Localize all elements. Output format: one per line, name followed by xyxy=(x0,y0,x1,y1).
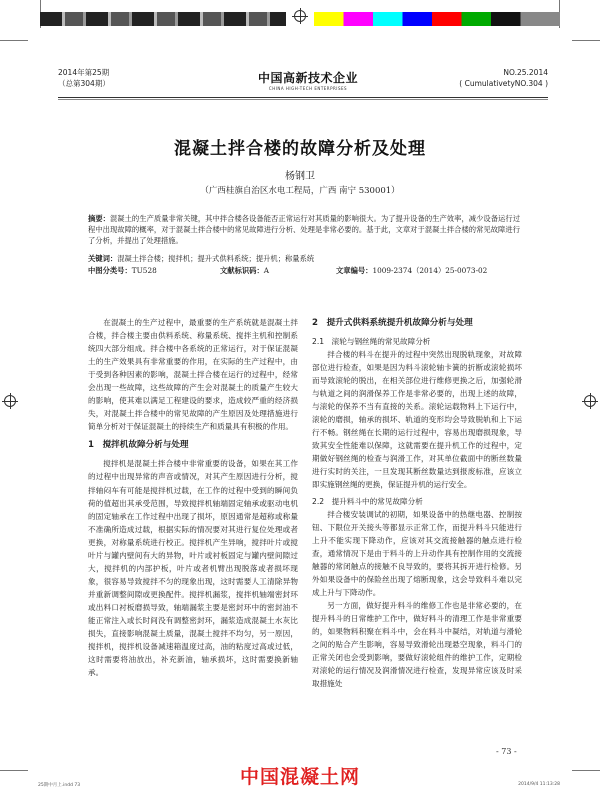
journal-name-cn: 中国高新技术企业 xyxy=(257,71,358,85)
body-paragraph: 拌合楼的料斗在提升的过程中突然出现脱轨现象，对故障部位进行检查，如果是因为料斗滚轮轴卡簧的折断或滚轮损坏而导致滚轮的脱出，在相关部位进行维修更换之后，加强轮滑与轨道之间的润滑保养工作是非常必要的，出现上述的故障，与滚轮的保养不当有直接的关系。滚轮运载物料上下运行中，滚轮的磨损，轴承的损坏、轨道的变形均会导致脱轨和上下运行不畅。钢丝绳在长期的运行过程中，容易出现磨损现象，导致其安全性能难以保障，这就需要在提升机工作的过程中，定期做好钢丝绳的检查与润滑工作，对其单位截面中的断丝数量进行实时的关注，一旦发现其断丝数量达到报废标准，应该立即实施钢丝绳的更换，保证提升机的运行安全。 xyxy=(312,350,522,490)
subsection-heading: 2.2 提升料斗中的常见故障分析 xyxy=(312,496,423,506)
body-paragraph: 拌合楼安装调试的初期，如果设备中的热继电器、控制按钮、下限位开关接头等都显示正常工作，而提升料斗只能进行上升不能实现下降动作，应该对其交流接触器的触点进行检查，通常情况下是由于料斗的上升动作具有控制作用的交流接触器的常闭触点的接触不良导致的，要将其拆开进行检修。另外如果设备中的保险丝出现了熔断现象，这会导致料斗难以完成上升与下降动作。 xyxy=(312,509,522,597)
body-paragraph: 另一方面，做好提升料斗的维修工作也是非常必要的，在提升料斗的日常维护工作中，做好料斗的清理工作是非常重要的，如果物料积聚在料斗中，会在料斗中凝结，对轨道与滑轮之间的贴合产生影响，容易导致滑轮出现悬空现象，料斗门的正常关闭也会受到影响，要做好滚轮组件的维护工作，定期检对滚轮的运行情况及润滑情况进行检查，发现异常应该及时采取措施处 xyxy=(312,600,522,689)
journal-name-en: CHINA HIGH-TECH ENTERPRISES xyxy=(268,86,348,91)
keywords-label: 关键词： xyxy=(88,254,118,263)
clc-value: TU528 xyxy=(131,266,157,275)
page-number: - 73 - xyxy=(496,747,517,756)
abstract-text: 混凝土的生产质量非常关键，其中拌合楼各设备能否正常运行对其质量的影响很大。为了提升设备的生产效率，减少设备运行过程中出现故障的概率，对于混凝土拌合楼中的常见故障进行分析、处理是非常必要的。基于此，文章对于混凝土拌合楼的常见故障进行了分析，并提出了处理措施。 xyxy=(88,214,520,245)
doc-code xyxy=(220,265,269,276)
header-divider-thin xyxy=(58,99,548,100)
doc-code-label: 文献标识码： xyxy=(220,266,264,275)
print-timestamp: 2014/9/4 11:13:28 xyxy=(518,782,560,787)
clc-number xyxy=(88,265,157,276)
keywords xyxy=(88,253,520,264)
article-number-value: 1009-2374（2014）25-0073-02 xyxy=(372,266,488,275)
issue-number-en: NO.25.2014 xyxy=(503,68,548,77)
registration-mark-icon xyxy=(294,10,306,22)
crop-mark xyxy=(572,40,600,41)
article-title: 混凝土拌合楼的故障分析及处理 xyxy=(174,139,426,159)
body-column-right xyxy=(312,316,522,690)
journal-logo xyxy=(253,69,363,91)
header-divider xyxy=(58,97,548,98)
body-column-left xyxy=(88,316,298,679)
print-file-info: 25期中月上.indd 73 xyxy=(38,783,81,788)
total-issue-cn: （总第304期） xyxy=(58,79,110,88)
body-paragraph: 搅拌机是混凝土拌合楼中非常重要的设备，如果在其工作的过程中出现异常的声音或情况，对其产生原因进行分析，搅拌轴闷车有可能是搅拌机过载，在工作的过程中受到的瞬间负荷的值超出其承受范围，导致搅拌机轴端固定轴承或驱动电机的固定轴承在工作过程中出现了损坏，原因通常是超称或称量不准确所造成过载，根据实际的情况要对其进行复位处理或者更换，对称量系统进行校正。搅拌机产生异响，搅拌叶片或搅叶片与罐内壁间有大的异物，叶片或衬板固定与罐内壁间隙过大，搅拌机的内部护板，叶片或者机臂出现脱落或者损坏现象，很容易导致搅拌不匀的现象出现，这时需要人工清除异物并重新调整间隙或更换配件。搅拌机漏浆，搅拌机轴端密封环或出料口衬板磨损导致，轴端漏浆主要是密封环中的密封油不能正常注入或长时间没有调整密封环，漏浆造成混凝土水灰比损失，直接影响混凝土质量，混凝土搅拌不均匀，另一原因，搅拌机，搅拌机设备减速箱温度过高，油的粘度过高或过低，这时需要将油放出，补充新油，轴承损坏，这时需要换新轴承。 xyxy=(88,459,298,678)
article-number-label: 文章编号： xyxy=(336,266,373,275)
total-issue-en: ( CumulativetyNO.304 ) xyxy=(459,79,548,88)
site-watermark: 中国混凝土网 xyxy=(239,766,360,788)
registration-mark-icon xyxy=(584,395,596,407)
keywords-text: 混凝土拌合楼；搅拌机；提升式供料系统；提升机；称量系统 xyxy=(117,254,315,263)
abstract-label: 摘要： xyxy=(88,214,110,223)
crop-mark xyxy=(0,40,28,41)
section-heading: 2 提升式供料系统提升机故障分析与处理 xyxy=(312,318,473,328)
article-affiliation: （广西桂旗自治区水电工程局，广西 南宁 530001） xyxy=(200,186,400,196)
registration-mark-icon xyxy=(4,395,16,407)
section-heading: 1 搅拌机故障分析与处理 xyxy=(88,440,189,451)
intro-paragraph: 在混凝土的生产过程中，最重要的生产系统就是混凝土拌合楼，拌合楼主要由供料系统、称量系统、搅拌主机和控制系统四大部分组成。拌合楼中各系统的正常运行，对于保证混凝土的生产效果具有非常重要的作用，在实际的生产过程中，由于受到各种因素的影响，混凝土拌合楼在运行的过程中，经常会出现一些故障，这些故障的产生会对混凝土的质量产生较大的影响，使其难以满足工程建设的要求，造成较严重的经济损失，对混凝土拌合楼中的常见故障的产生原因及处理措施进行简单分析对于保证混凝土的持续生产和质量具有积极的作用。 xyxy=(88,318,298,432)
issue-number-cn: 2014年第25期 xyxy=(58,68,110,77)
issue-en xyxy=(459,67,548,89)
issue-cn xyxy=(58,67,110,89)
article-author: 杨钢卫 xyxy=(285,171,315,182)
grayscale-calibration-bar xyxy=(40,12,286,26)
doc-code-value: A xyxy=(263,266,270,275)
article-number xyxy=(336,265,487,276)
clc-label: 中图分类号： xyxy=(88,266,132,275)
subsection-heading: 2.1 滚轮与钢丝绳的常见故障分析 xyxy=(312,337,431,346)
color-calibration-bar xyxy=(314,12,560,26)
abstract xyxy=(88,213,520,246)
